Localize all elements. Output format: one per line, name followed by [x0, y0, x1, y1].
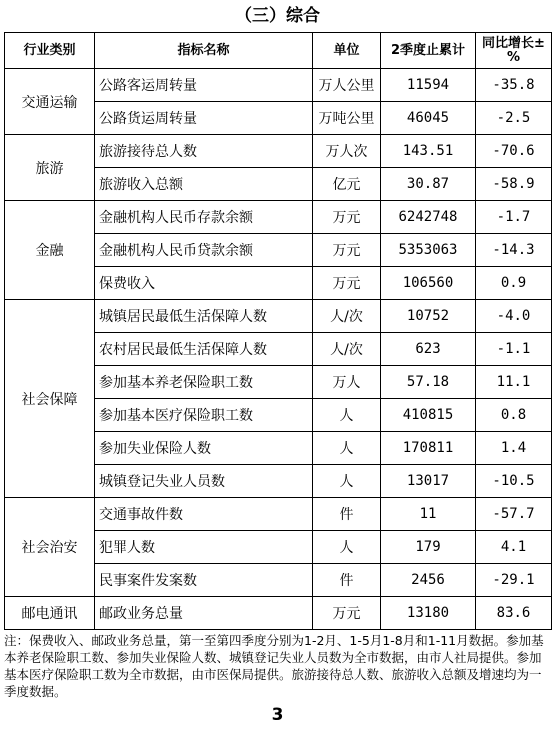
unit-cell: 人/次 — [313, 333, 381, 366]
header-growth: 同比增长±% — [476, 33, 552, 69]
page-number: 3 — [271, 705, 284, 725]
table-row — [5, 498, 552, 531]
growth-rate-cell: -2.5 — [476, 102, 552, 135]
indicator-name-cell: 旅游接待总人数 — [95, 135, 313, 168]
indicator-name-cell: 参加失业保险人数 — [95, 432, 313, 465]
cumulative-value-cell: 46045 — [381, 102, 476, 135]
category-cell: 交通运输 — [5, 69, 95, 135]
indicator-name-cell: 城镇居民最低生活保障人数 — [95, 300, 313, 333]
cumulative-value-cell: 179 — [381, 531, 476, 564]
category-cell: 邮电通讯 — [5, 597, 95, 630]
indicator-name-cell: 金融机构人民币贷款余额 — [95, 234, 313, 267]
growth-rate-cell: -57.7 — [476, 498, 552, 531]
cumulative-value-cell: 10752 — [381, 300, 476, 333]
indicator-name-cell: 邮政业务总量 — [95, 597, 313, 630]
indicator-name-cell: 公路货运周转量 — [95, 102, 313, 135]
category-cell: 社会治安 — [5, 498, 95, 597]
unit-cell: 人 — [313, 531, 381, 564]
unit-cell: 万吨公里 — [313, 102, 381, 135]
category-cell: 社会保障 — [5, 300, 95, 498]
header-indicator: 指标名称 — [95, 33, 313, 69]
growth-rate-cell: -1.1 — [476, 333, 552, 366]
cumulative-value-cell: 11594 — [381, 69, 476, 102]
cumulative-value-cell: 5353063 — [381, 234, 476, 267]
unit-cell: 万元 — [313, 234, 381, 267]
indicator-name-cell: 参加基本医疗保险职工数 — [95, 399, 313, 432]
growth-rate-cell: 83.6 — [476, 597, 552, 630]
cumulative-value-cell: 623 — [381, 333, 476, 366]
cumulative-value-cell: 2456 — [381, 564, 476, 597]
unit-cell: 人/次 — [313, 300, 381, 333]
indicator-name-cell: 交通事故件数 — [95, 498, 313, 531]
growth-rate-cell: -14.3 — [476, 234, 552, 267]
table-row — [5, 597, 552, 630]
cumulative-value-cell: 170811 — [381, 432, 476, 465]
table-row — [5, 69, 552, 102]
header-cumulative: 2季度止累计 — [381, 33, 476, 69]
indicator-name-cell: 城镇登记失业人员数 — [95, 465, 313, 498]
unit-cell: 万元 — [313, 201, 381, 234]
indicator-name-cell: 公路客运周转量 — [95, 69, 313, 102]
cumulative-value-cell: 13017 — [381, 465, 476, 498]
indicator-name-cell: 参加基本养老保险职工数 — [95, 366, 313, 399]
unit-cell: 万元 — [313, 267, 381, 300]
growth-rate-cell: 0.8 — [476, 399, 552, 432]
unit-cell: 人 — [313, 465, 381, 498]
growth-rate-cell: -35.8 — [476, 69, 552, 102]
indicator-name-cell: 保费收入 — [95, 267, 313, 300]
growth-rate-cell: -1.7 — [476, 201, 552, 234]
table-row — [5, 300, 552, 333]
cumulative-value-cell: 30.87 — [381, 168, 476, 201]
growth-rate-cell: 1.4 — [476, 432, 552, 465]
indicator-name-cell: 旅游收入总额 — [95, 168, 313, 201]
table-header-row — [5, 33, 552, 69]
cumulative-value-cell: 410815 — [381, 399, 476, 432]
unit-cell: 人 — [313, 432, 381, 465]
growth-rate-cell: 0.9 — [476, 267, 552, 300]
statistics-table — [4, 32, 552, 630]
unit-cell: 万人公里 — [313, 69, 381, 102]
indicator-name-cell: 农村居民最低生活保障人数 — [95, 333, 313, 366]
category-cell: 金融 — [5, 201, 95, 300]
table-row — [5, 201, 552, 234]
unit-cell: 亿元 — [313, 168, 381, 201]
indicator-name-cell: 民事案件发案数 — [95, 564, 313, 597]
category-cell: 旅游 — [5, 135, 95, 201]
header-unit: 单位 — [313, 33, 381, 69]
footnote: 注：保费收入、邮政业务总量，第一至第四季度分别为1-2月、1-5月1-8月和1-11月数据。参加基本养老保险职工数、参加失业保险人数、城镇登记失业人员数为全市数据，由市人社局提供。参加基本医疗保险职工数为全市数据，由市医保局提供。旅游接待总人数、旅游收入总额及增速均为一季度数据。 — [4, 633, 544, 699]
growth-rate-cell: -10.5 — [476, 465, 552, 498]
table-body — [5, 69, 552, 630]
growth-rate-cell: -58.9 — [476, 168, 552, 201]
unit-cell: 件 — [313, 564, 381, 597]
growth-rate-cell: -4.0 — [476, 300, 552, 333]
header-category: 行业类别 — [5, 33, 95, 69]
unit-cell: 万人次 — [313, 135, 381, 168]
indicator-name-cell: 犯罪人数 — [95, 531, 313, 564]
cumulative-value-cell: 6242748 — [381, 201, 476, 234]
cumulative-value-cell: 11 — [381, 498, 476, 531]
cumulative-value-cell: 106560 — [381, 267, 476, 300]
growth-rate-cell: 11.1 — [476, 366, 552, 399]
unit-cell: 万元 — [313, 597, 381, 630]
indicator-name-cell: 金融机构人民币存款余额 — [95, 201, 313, 234]
growth-rate-cell: 4.1 — [476, 531, 552, 564]
cumulative-value-cell: 143.51 — [381, 135, 476, 168]
growth-rate-cell: -70.6 — [476, 135, 552, 168]
table-row — [5, 135, 552, 168]
unit-cell: 件 — [313, 498, 381, 531]
unit-cell: 万人 — [313, 366, 381, 399]
section-title: （三）综合 — [235, 6, 320, 26]
growth-rate-cell: -29.1 — [476, 564, 552, 597]
unit-cell: 人 — [313, 399, 381, 432]
cumulative-value-cell: 57.18 — [381, 366, 476, 399]
cumulative-value-cell: 13180 — [381, 597, 476, 630]
